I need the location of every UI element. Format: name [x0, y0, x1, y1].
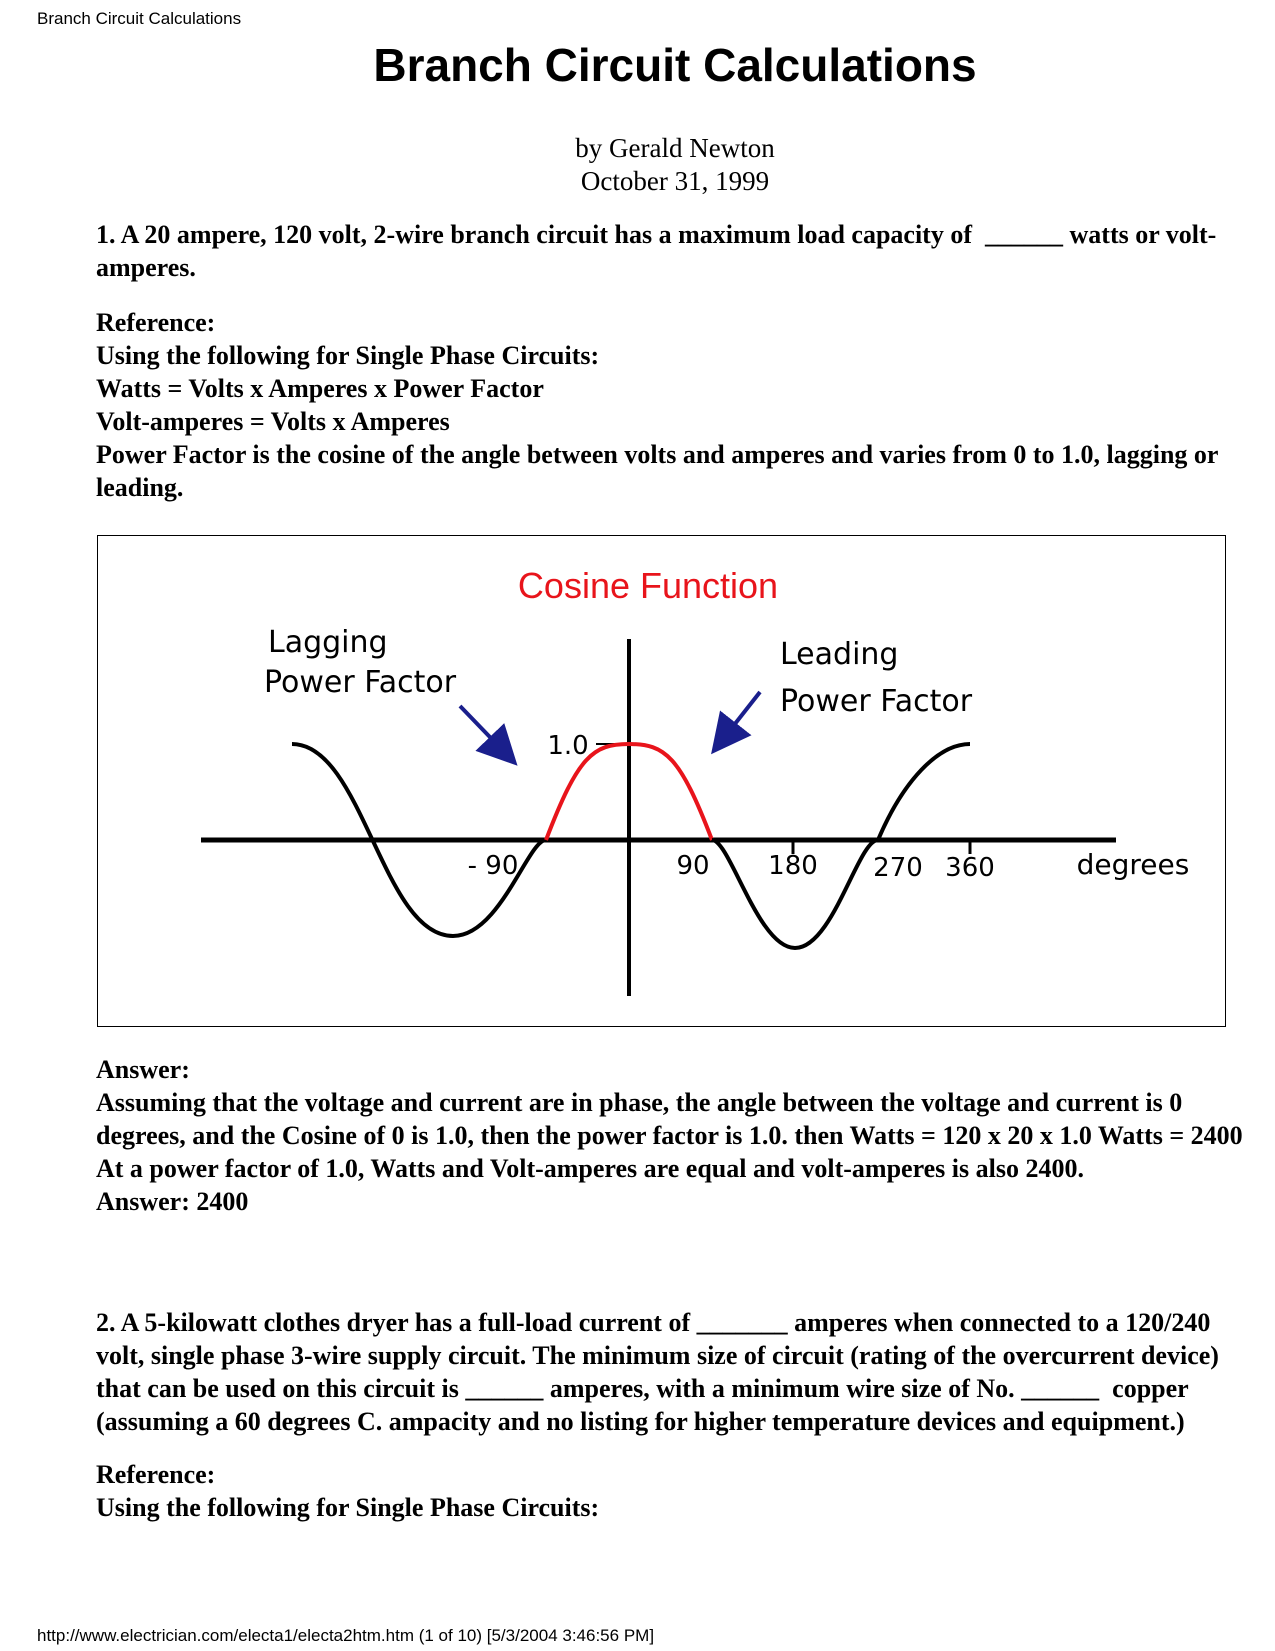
question-1-answer-block	[96, 1053, 1256, 1218]
publish-date: October 31, 1999	[580, 166, 770, 196]
lagging-label-line-2: Power Factor	[264, 665, 457, 700]
tick-label-360: 360	[945, 853, 995, 883]
leading-arrow	[716, 692, 760, 748]
answer-blank: ______	[985, 220, 1064, 249]
cosine-function-diagram	[98, 536, 1227, 1028]
author: by Gerald Newton	[575, 133, 775, 163]
answer-heading: Answer:	[96, 1055, 190, 1084]
tick-label-minus-90: - 90	[467, 851, 519, 881]
lagging-arrow	[460, 706, 512, 760]
running-header: Branch Circuit Calculations	[37, 9, 242, 28]
answer-blank: ______	[465, 1374, 544, 1403]
leading-label-line-1: Leading	[780, 637, 899, 672]
answer-final: Answer: 2400	[96, 1187, 249, 1216]
tick-label-270: 270	[873, 853, 923, 883]
reference-line: Using the following for Single Phase Circuits:	[96, 1493, 600, 1522]
lagging-label-line-1: Lagging	[268, 625, 388, 660]
page-title: Branch Circuit Calculations	[373, 39, 977, 91]
cosine-curve-right	[712, 744, 970, 948]
formula-volt-amperes: Volt-amperes = Volts x Amperes	[96, 407, 450, 436]
formula-watts: Watts = Volts x Amperes x Power Factor	[96, 374, 544, 403]
figure-title: Cosine Function	[517, 565, 779, 606]
question-1-text: 1. A 20 ampere, 120 volt, 2-wire branch circuit has a maximum load capacity of ______ watts or volt-amperes.	[96, 220, 1217, 282]
footer-url: http://www.electrician.com/electa1/electa2htm.htm (1 of 10) [5/3/2004 3:46:56 PM]	[37, 1626, 655, 1645]
byline	[0, 132, 1275, 198]
reference-heading: Reference:	[96, 308, 216, 337]
question-2-block	[96, 1306, 1256, 1524]
leading-label-line-2: Power Factor	[780, 684, 973, 719]
question-2-text: 2. A 5-kilowatt clothes dryer has a full-load current of _______ amperes when connected to a 120/240 volt, single phase 3-wire supply circuit. The minimum size of circuit (rating of the overcurrent device) that can be used on this circuit is ______ amperes, with a minimum wire size of No. ______ copper (assuming a 60 degrees C. ampacity and no listing for higher temperature devices and equipment.)	[96, 1308, 1219, 1436]
power-factor-note: Power Factor is the cosine of the angle between volts and amperes and varies from 0 to 1.0, lagging or leading.	[96, 440, 1218, 502]
reference-heading: Reference:	[96, 1460, 216, 1489]
axis-label-degrees: degrees	[1076, 848, 1190, 881]
reference-line: Using the following for Single Phase Circuits:	[96, 341, 600, 370]
answer-explanation: Assuming that the voltage and current are in phase, the angle between the voltage and current is 0 degrees, and the Cosine of 0 is 1.0, then the power factor is 1.0. then Watts = 120 x 20 x 1.0 Watts = 2400 At a power factor of 1.0, Watts and Volt-amperes are equal and volt-amperes is also 2400.	[96, 1088, 1243, 1183]
tick-label-180: 180	[768, 851, 818, 881]
answer-blank: _______	[696, 1308, 788, 1337]
peak-label: 1.0	[547, 731, 589, 761]
question-1-block	[96, 218, 1256, 504]
cosine-function-figure	[97, 535, 1226, 1027]
tick-label-90: 90	[676, 851, 710, 881]
answer-blank: ______	[1021, 1374, 1100, 1403]
